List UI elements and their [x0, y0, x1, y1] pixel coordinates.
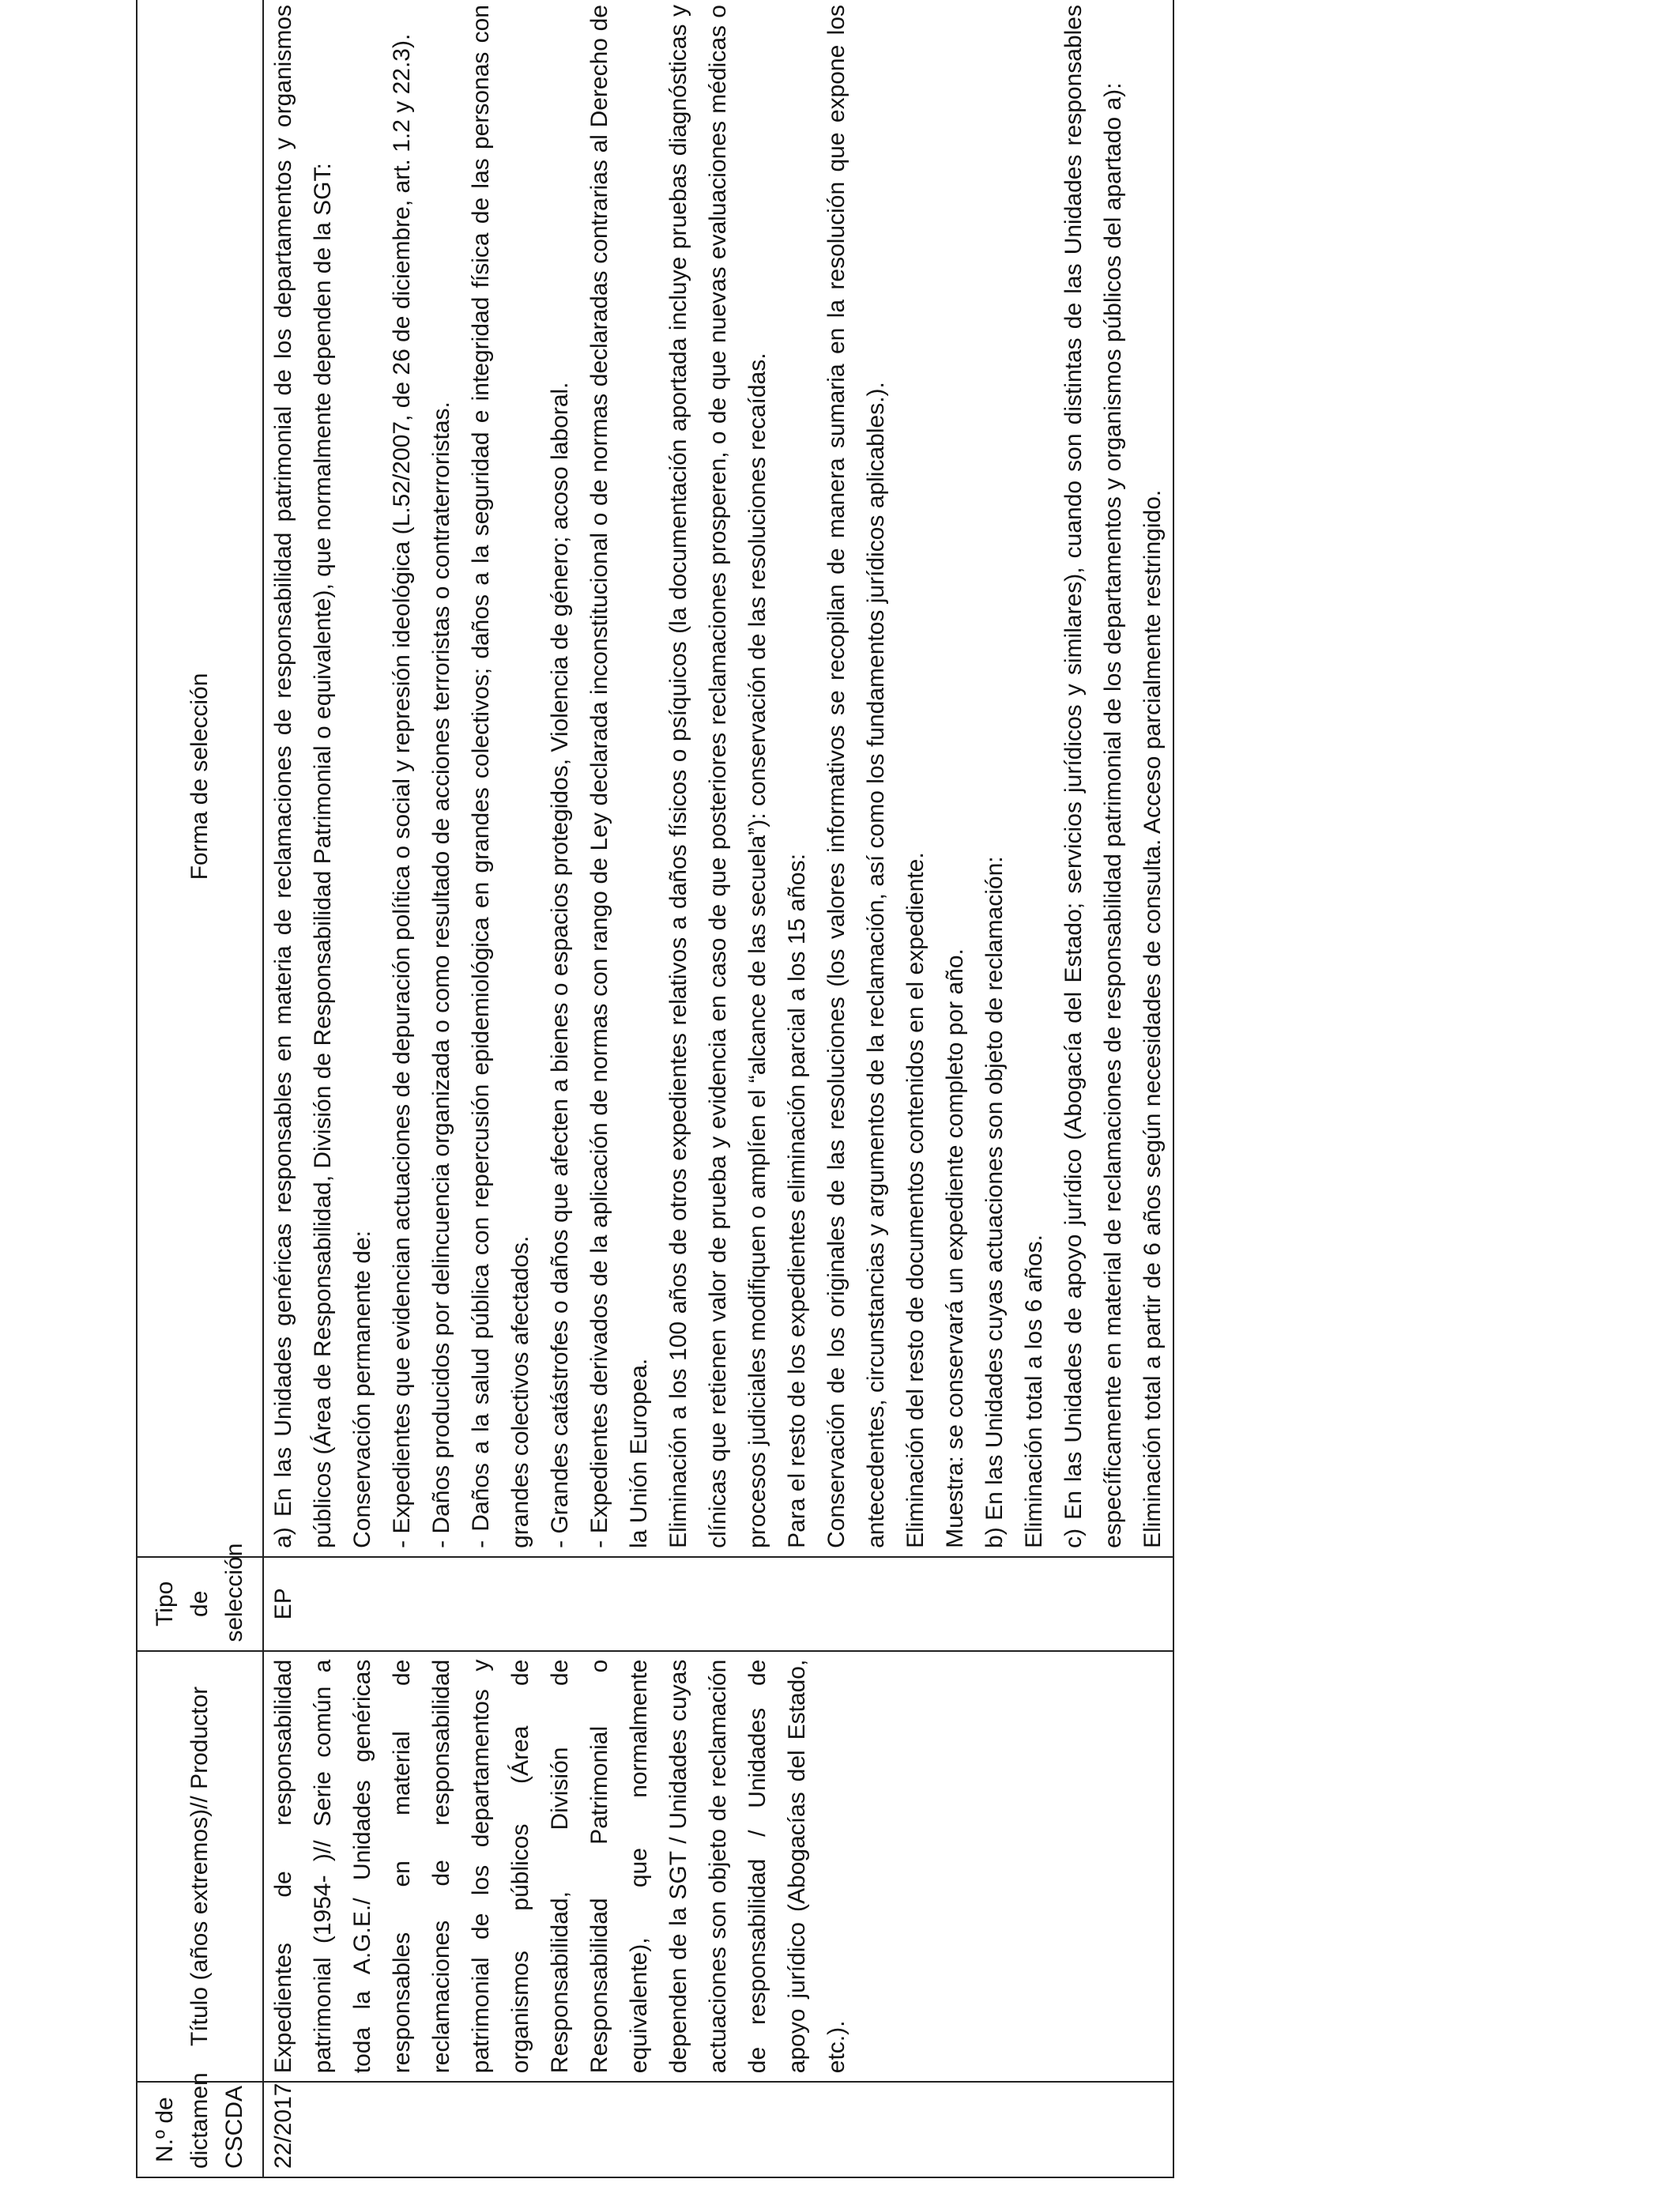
header-selection-type: Tipo de selección [137, 1557, 263, 1651]
forma-paragraph: - Expedientes que evidencian actuaciones de depuración política o social y represión ideológica (L.52/2007, de 26 de diciembre, art. 1.2 y 22.3). [389, 33, 415, 1548]
forma-paragraph: - Daños a la salud pública con repercusión epidemiológica en grandes colectivos; daños a la seguridad e integridad física de las personas con grandes colectivos afectados. [468, 5, 533, 1548]
forma-paragraph: c) En las Unidades de apoyo jurídico (Abogacía del Estado; servicios jurídicos y similares), cuando son distintas de las Unidades responsables específicamente en material de reclamaciones de responsabilidad patrimonial de los departamentos y organismos públicos del apartado a): [1060, 5, 1126, 1548]
forma-paragraph: Conservación permanente de: [349, 1230, 375, 1548]
header-row [137, 0, 263, 2177]
forma-paragraph: Eliminación a los 100 años de otros expedientes relativos a daños físicos o psíquicos (la documentación aportada incluye pruebas diagnósticas y clínicas que retienen valor de prueba y evidencia en caso de que posteriores reclamaciones prosperen, o de que nuevas evaluaciones médicas o procesos judiciales modifiquen o amplíen el “alcance de las secuela”): conservación de las resoluciones recaídas. [665, 5, 770, 1548]
series-title-producer: Expedientes de responsabilidad patrimonial (1954- )// Serie común a toda la A.G.E./ Unidades genéricas responsables en material de reclamaciones de responsabilidad patrimonial de los departamentos y organismos públicos (Área de Responsabilidad, División de Responsabilidad Patrimonial o equivalente), que normalmente dependen de la SGT / Unidades cuyas actuaciones son objeto de reclamación de responsabilidad / Unidades de apoyo jurídico (Abogacías del Estado, etc.). [263, 1651, 1173, 2083]
selection-form [263, 0, 1173, 1557]
table-row [263, 0, 1173, 2177]
forma-paragraph: Eliminación total a partir de 6 años según necesidades de consulta. Acceso parcialmente restringido. [1139, 489, 1166, 1548]
selection-type: EP [263, 1557, 1173, 1651]
dictamen-number: 22/2017 [263, 2082, 1173, 2177]
forma-paragraph: a) En las Unidades genéricas responsables en materia de reclamaciones de responsabilidad patrimonial de los departamentos y organismos públicos (Área de Responsabilidad, División de Responsabilidad Patrimonial o equivalente), que normalmente dependen de la SGT: [270, 5, 336, 1548]
forma-paragraph: Eliminación del resto de documentos contenidos en el expediente. [902, 852, 929, 1548]
header-dictamen-number: N.º de dictamen CSCDA [137, 2082, 263, 2177]
forma-paragraph: Conservación de los originales de las resoluciones (los valores informativos se recopilan de manera sumaria en la resolución que expone los antecedentes, circunstancias y argumentos de la reclamación, así como los fundamentos jurídicos aplicables.). [823, 5, 889, 1548]
forma-paragraph: - Grandes catástrofes o daños que afecten a bienes o espacios protegidos, Violencia de género; acoso laboral. [547, 382, 573, 1548]
forma-paragraph: Muestra: se conservará un expediente completo por año. [942, 948, 968, 1548]
forma-paragraph: b) En las Unidades cuyas actuaciones son objeto de reclamación: [981, 856, 1008, 1548]
selection-table [136, 0, 1174, 2178]
header-selection-form: Forma de selección [137, 0, 263, 1557]
forma-paragraph: - Daños producidos por delincuencia organizada o como resultado de acciones terroristas o contraterroristas. [428, 401, 454, 1548]
header-title-producer: Título (años extremos)// Productor [137, 1651, 263, 2083]
forma-paragraph: Para el resto de los expedientes eliminación parcial a los 15 años: [784, 854, 810, 1548]
forma-paragraph: Eliminación total a los 6 años. [1021, 1235, 1047, 1548]
forma-paragraph: - Expedientes derivados de la aplicación de normas con rango de Ley declarada inconstitucional o de normas declaradas contrarias al Derecho de la Unión Europea. [586, 5, 652, 1548]
